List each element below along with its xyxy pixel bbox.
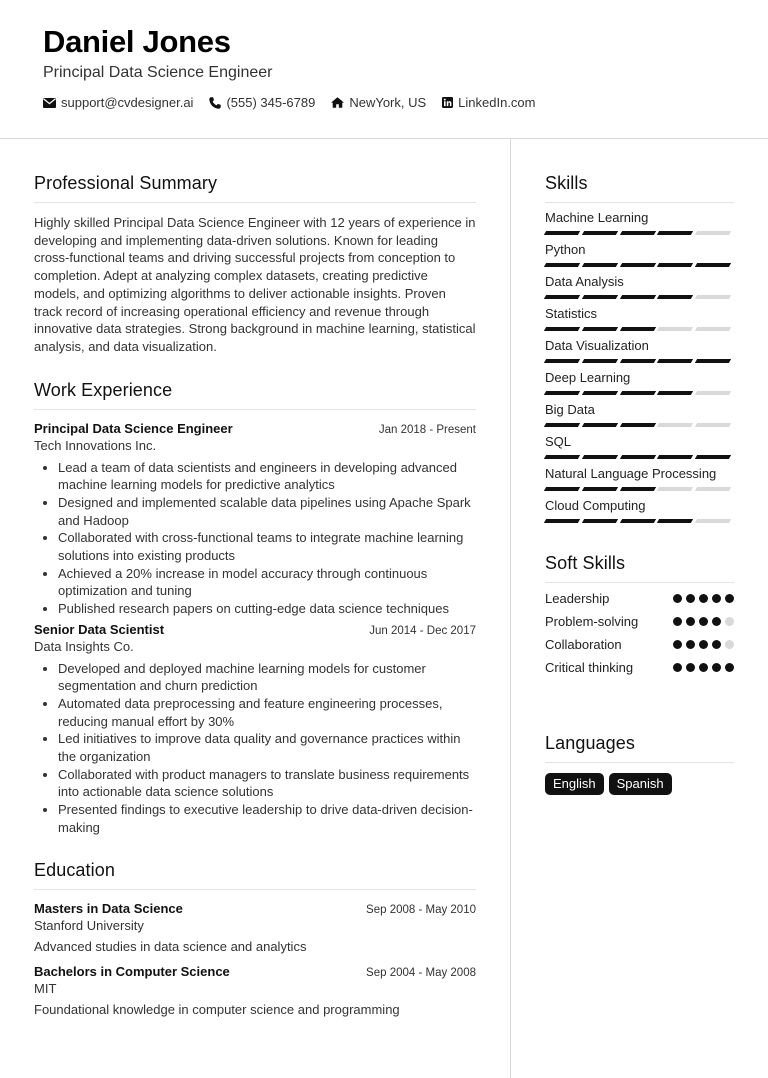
skill-level-bar bbox=[545, 231, 734, 235]
skill-level-segment bbox=[582, 231, 618, 235]
linkedin-icon bbox=[442, 97, 453, 108]
job-header bbox=[34, 421, 476, 436]
rating-dot bbox=[673, 663, 682, 672]
bullet-item: • Lead a team of data scientists and engineers in developing advanced machine learning models for predictive analytics bbox=[58, 459, 476, 494]
candidate-name: Daniel Jones bbox=[43, 24, 231, 59]
skill-name: Deep Learning bbox=[545, 370, 631, 385]
contact-row bbox=[43, 95, 552, 110]
job-entry bbox=[34, 622, 476, 837]
skill-item bbox=[545, 498, 734, 523]
skill-item bbox=[545, 242, 734, 267]
skill-level-segment bbox=[657, 455, 693, 459]
resume-header bbox=[0, 0, 768, 139]
job-company: Data Insights Co. bbox=[34, 638, 134, 654]
location-text: NewYork, US bbox=[349, 95, 427, 110]
skill-level-segment bbox=[657, 231, 693, 235]
job-bullets bbox=[34, 459, 476, 618]
skill-level-bar bbox=[545, 455, 734, 459]
skill-level-segment bbox=[582, 455, 618, 459]
skill-level-segment bbox=[582, 295, 618, 299]
rating-dot bbox=[673, 594, 682, 603]
languages-section bbox=[545, 733, 734, 795]
skill-name: Cloud Computing bbox=[545, 498, 646, 513]
rating-dot bbox=[673, 617, 682, 626]
skill-level-segment bbox=[619, 263, 655, 267]
education-description: Foundational knowledge in computer science and programming bbox=[34, 1002, 400, 1018]
skill-level-segment bbox=[619, 295, 655, 299]
skill-name: Natural Language Processing bbox=[545, 466, 717, 481]
skill-level-segment bbox=[582, 487, 618, 491]
soft-skill-item bbox=[545, 636, 734, 652]
education-entry bbox=[34, 901, 476, 954]
school: MIT bbox=[34, 981, 57, 997]
skill-name: Data Analysis bbox=[545, 274, 624, 289]
rating-dot bbox=[686, 663, 695, 672]
education-entry bbox=[34, 964, 476, 1017]
skill-level-segment bbox=[695, 519, 731, 523]
envelope-icon bbox=[43, 98, 56, 108]
education-date: Sep 2008 - May 2010 bbox=[366, 904, 476, 917]
summary-heading: Professional Summary bbox=[34, 173, 476, 203]
bullet-item: • Achieved a 20% increase in model accuracy through continuous optimization and tuning bbox=[58, 565, 476, 600]
job-bullets bbox=[34, 660, 476, 837]
job-date: Jun 2014 - Dec 2017 bbox=[369, 624, 476, 637]
skill-level-bar bbox=[545, 263, 734, 267]
contact-email[interactable] bbox=[43, 95, 193, 110]
skill-level-segment bbox=[544, 295, 580, 299]
experience-section bbox=[34, 380, 476, 837]
skill-level-segment bbox=[619, 455, 655, 459]
rating-dot bbox=[699, 640, 708, 649]
rating-dot bbox=[686, 594, 695, 603]
summary-text: Highly skilled Principal Data Science Engineer with 12 years of experience in developing and implementing data-driven solutions. Known for leading cross-functional teams and driving successful projects from conception to completion. Adept at analyzing complex datasets, creating predictive models, and optimizing algorithms to deliver actionable insights. Proven track record of increasing operational efficiency and revenue through innovative data strategies. Strong background in machine learning, statistical analysis, and data visualization. bbox=[34, 215, 476, 354]
skill-level-segment bbox=[657, 295, 693, 299]
job-header bbox=[34, 622, 476, 637]
education-date: Sep 2004 - May 2008 bbox=[366, 967, 476, 980]
language-badge: Spanish bbox=[609, 773, 672, 795]
rating-dot bbox=[725, 640, 734, 649]
skill-level-segment bbox=[657, 487, 693, 491]
side-column bbox=[545, 139, 734, 795]
skill-item bbox=[545, 338, 734, 363]
skill-item bbox=[545, 434, 734, 459]
soft-skill-name: Critical thinking bbox=[545, 659, 634, 675]
skill-level-segment bbox=[582, 263, 618, 267]
skill-level-segment bbox=[657, 359, 693, 363]
skill-level-segment bbox=[657, 263, 693, 267]
skills-list bbox=[545, 210, 734, 523]
soft-skill-item bbox=[545, 659, 734, 675]
bullet-item: • Presented findings to executive leadership to drive data-driven decision-making bbox=[58, 801, 476, 836]
rating-dot bbox=[725, 594, 734, 603]
skill-level-bar bbox=[545, 295, 734, 299]
skills-section bbox=[545, 173, 734, 523]
rating-dot bbox=[725, 663, 734, 672]
education-header bbox=[34, 901, 476, 916]
language-badge: English bbox=[545, 773, 604, 795]
bullet-item: • Collaborated with product managers to translate business requirements into actionable data science solutions bbox=[58, 766, 476, 801]
skill-level-segment bbox=[619, 487, 655, 491]
rating-dot bbox=[712, 617, 721, 626]
skill-item bbox=[545, 274, 734, 299]
soft-skills-list bbox=[545, 590, 734, 675]
bullet-item: • Published research papers on cutting-edge data science techniques bbox=[58, 600, 476, 618]
rating-dot bbox=[712, 640, 721, 649]
bullet-item: • Led initiatives to improve data quality and governance practices within the organization bbox=[58, 730, 476, 765]
rating-dot bbox=[712, 594, 721, 603]
skill-level-segment bbox=[582, 519, 618, 523]
contact-phone[interactable] bbox=[209, 95, 315, 110]
skill-level-segment bbox=[619, 327, 655, 331]
skill-level-segment bbox=[544, 519, 580, 523]
skill-level-segment bbox=[544, 359, 580, 363]
skill-level-segment bbox=[657, 519, 693, 523]
skill-item bbox=[545, 370, 734, 395]
education-description: Advanced studies in data science and analytics bbox=[34, 939, 307, 955]
linkedin-text: LinkedIn.com bbox=[458, 95, 536, 110]
soft-skill-name: Problem-solving bbox=[545, 613, 639, 629]
skill-level-segment bbox=[695, 391, 731, 395]
skill-level-segment bbox=[619, 519, 655, 523]
rating-dot bbox=[699, 663, 708, 672]
skill-level-segment bbox=[619, 423, 655, 427]
skill-name: Big Data bbox=[545, 402, 595, 417]
skill-name: Data Visualization bbox=[545, 338, 649, 353]
degree: Masters in Data Science bbox=[34, 901, 183, 917]
job-role: Senior Data Scientist bbox=[34, 621, 165, 637]
rating-dot bbox=[673, 640, 682, 649]
column-divider bbox=[510, 139, 511, 1078]
education-heading: Education bbox=[34, 860, 476, 890]
job-entry bbox=[34, 421, 476, 618]
school: Stanford University bbox=[34, 918, 144, 934]
skill-name: SQL bbox=[545, 434, 572, 449]
soft-skill-item bbox=[545, 590, 734, 606]
skill-level-segment bbox=[544, 423, 580, 427]
phone-icon bbox=[209, 97, 221, 109]
skill-level-bar bbox=[545, 327, 734, 331]
skill-level-bar bbox=[545, 359, 734, 363]
education-section bbox=[34, 860, 476, 1017]
rating-dot bbox=[712, 663, 721, 672]
skill-level-segment bbox=[544, 455, 580, 459]
skill-item bbox=[545, 466, 734, 491]
languages-list bbox=[545, 773, 734, 795]
degree: Bachelors in Computer Science bbox=[34, 964, 230, 980]
skill-level-segment bbox=[695, 231, 731, 235]
phone-text: (555) 345-6789 bbox=[226, 95, 316, 110]
skill-level-segment bbox=[657, 327, 693, 331]
skill-level-segment bbox=[582, 423, 618, 427]
rating-dot bbox=[686, 640, 695, 649]
soft-skills-heading: Soft Skills bbox=[545, 553, 734, 583]
soft-skill-rating bbox=[669, 640, 734, 649]
skill-level-segment bbox=[657, 391, 693, 395]
soft-skill-name: Leadership bbox=[545, 590, 610, 606]
bullet-item: • Automated data preprocessing and feature engineering processes, reducing manual effort by 30% bbox=[58, 695, 476, 730]
skill-name: Statistics bbox=[545, 306, 598, 321]
skill-level-segment bbox=[544, 231, 580, 235]
skill-level-segment bbox=[695, 263, 731, 267]
contact-linkedin[interactable] bbox=[442, 95, 535, 110]
skill-level-segment bbox=[544, 391, 580, 395]
skill-item bbox=[545, 210, 734, 235]
soft-skill-rating bbox=[669, 617, 734, 626]
skill-level-segment bbox=[619, 391, 655, 395]
skill-level-segment bbox=[582, 391, 618, 395]
skill-level-segment bbox=[695, 295, 731, 299]
skill-level-segment bbox=[695, 359, 731, 363]
bullet-item: • Developed and deployed machine learning models for customer segmentation and churn prediction bbox=[58, 660, 476, 695]
bullet-item: • Collaborated with cross-functional teams to integrate machine learning solutions into existing products bbox=[58, 529, 476, 564]
skill-level-bar bbox=[545, 487, 734, 491]
skill-item bbox=[545, 306, 734, 331]
experience-heading: Work Experience bbox=[34, 380, 476, 410]
rating-dot bbox=[699, 617, 708, 626]
skill-level-segment bbox=[582, 327, 618, 331]
skill-level-bar bbox=[545, 423, 734, 427]
rating-dot bbox=[699, 594, 708, 603]
skill-level-segment bbox=[619, 359, 655, 363]
skill-level-segment bbox=[544, 327, 580, 331]
languages-heading: Languages bbox=[545, 733, 734, 763]
home-icon bbox=[331, 97, 344, 108]
job-date: Jan 2018 - Present bbox=[378, 423, 476, 436]
main-column bbox=[34, 139, 476, 1017]
skill-name: Machine Learning bbox=[545, 210, 649, 225]
education-header bbox=[34, 964, 476, 979]
skill-name: Python bbox=[545, 242, 586, 257]
soft-skill-rating bbox=[669, 594, 734, 603]
soft-skill-rating bbox=[669, 663, 734, 672]
email-text: support@cvdesigner.ai bbox=[61, 95, 194, 110]
skill-level-segment bbox=[544, 487, 580, 491]
skill-level-segment bbox=[657, 423, 693, 427]
skill-level-segment bbox=[695, 455, 731, 459]
skills-heading: Skills bbox=[545, 173, 734, 203]
rating-dot bbox=[725, 617, 734, 626]
skill-item bbox=[545, 402, 734, 427]
contact-location[interactable] bbox=[331, 95, 426, 110]
skill-level-segment bbox=[695, 327, 731, 331]
skill-level-segment bbox=[544, 263, 580, 267]
soft-skills-section bbox=[545, 553, 734, 675]
rating-dot bbox=[686, 617, 695, 626]
job-role: Principal Data Science Engineer bbox=[34, 420, 233, 436]
skill-level-segment bbox=[695, 423, 731, 427]
skill-level-segment bbox=[695, 487, 731, 491]
soft-skill-name: Collaboration bbox=[545, 636, 622, 652]
skill-level-bar bbox=[545, 519, 734, 523]
skill-level-segment bbox=[619, 231, 655, 235]
soft-skill-item bbox=[545, 613, 734, 629]
skill-level-bar bbox=[545, 391, 734, 395]
job-company: Tech Innovations Inc. bbox=[34, 437, 157, 453]
candidate-title: Principal Data Science Engineer bbox=[43, 64, 273, 81]
skill-level-segment bbox=[582, 359, 618, 363]
summary-section bbox=[34, 173, 476, 356]
bullet-item: • Designed and implemented scalable data pipelines using Apache Spark and Hadoop bbox=[58, 494, 476, 529]
